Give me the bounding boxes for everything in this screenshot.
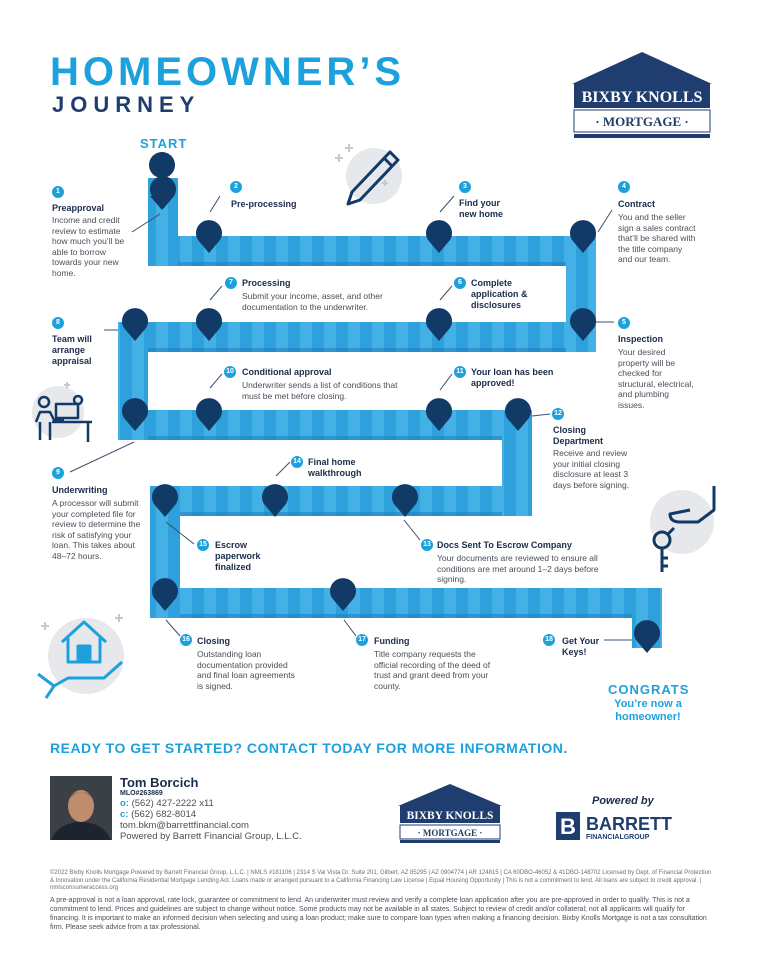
disclaimer-text: A pre-approval is not a loan approval, rate lock, guarantee or commitment to lend. An underwriter must review and verify a complete loan application after you are pre-approved in order to qualify. This is not a commitment to lend. Prices and guidelines are subject to change without notice. Some products may not be available in all states. Subject to review of credit and/or collateral; not all applicants will qualify for financing. It is important to make an informed decision when selecting and using a loan product; make sure to compare loan types when making a financing decision. Bixby Knolls Mortgage is not a tax consultation firm. Please seek advice from a tax professional. xyxy=(50,897,707,931)
person-laptop-icon xyxy=(30,378,100,453)
step-number: 5 xyxy=(618,317,630,329)
step-number: 7 xyxy=(225,277,237,289)
logo-subtext: · MORTGAGE · xyxy=(595,114,689,129)
step-desc: Your desired property will be checked for structural, electrical, and plumbing issues. xyxy=(618,347,694,410)
congrats-text: You’re now a homeowner! xyxy=(614,698,682,723)
step-title: Closing xyxy=(197,636,230,646)
svg-text:· MORTGAGE ·: · MORTGAGE · xyxy=(417,828,483,838)
pen-icon xyxy=(330,140,410,215)
congrats-heading: CONGRATS xyxy=(608,682,690,697)
step-number: 12 xyxy=(552,408,564,420)
step-desc: Income and credit review to estimate how much you’ll be able to borrow towards your new home. xyxy=(52,215,125,278)
step-title: Preapproval xyxy=(52,203,105,213)
step-title: Underwriting xyxy=(52,485,108,495)
step-number: 8 xyxy=(52,317,64,329)
step-number: 15 xyxy=(197,539,209,551)
step-desc: A processor will submit your completed file for review to determine the risk of satisfying your loan. This takes about 48–72 hours. xyxy=(52,498,141,561)
office-label: o: xyxy=(120,798,129,809)
step-title: Conditional approval xyxy=(242,367,332,377)
step-title: Contract xyxy=(618,199,656,209)
contact-powered: Powered by Barrett Financial Group, L.L.C. xyxy=(120,831,302,842)
step-number: 17 xyxy=(356,634,368,646)
step-title: Find your new home xyxy=(459,198,504,219)
svg-text:BIXBY KNOLLS: BIXBY KNOLLS xyxy=(406,810,494,822)
step-number: 4 xyxy=(618,181,630,193)
step-desc: Outstanding loan documentation provided and final loan agreements is signed. xyxy=(197,649,295,691)
step-title: Funding xyxy=(374,636,410,646)
step-title: Get Your Keys! xyxy=(562,636,600,657)
step-number: 18 xyxy=(543,634,555,646)
step-title: Docs Sent To Escrow Company xyxy=(437,540,572,550)
contact-name: Tom Borcich xyxy=(120,775,199,790)
step-desc: Your documents are reviewed to ensure all conditions are met around 1–2 days before signing. xyxy=(437,553,599,584)
svg-text:BARRETT: BARRETT xyxy=(586,814,672,834)
step-desc: Title company requests the official recording of the deed of trust and grant deed from your county. xyxy=(374,649,491,691)
cell-phone[interactable]: (562) 682-8014 xyxy=(131,809,197,820)
step-number: 10 xyxy=(224,366,236,378)
house-hand-icon xyxy=(34,604,134,709)
step-number: 3 xyxy=(459,181,471,193)
step-title: Pre-processing xyxy=(231,199,297,209)
page-title: HOMEOWNER’S xyxy=(50,50,406,94)
step-desc: Submit your income, asset, and other documentation to the underwriter. xyxy=(242,291,383,312)
start-label: START xyxy=(140,136,188,151)
cta-heading: READY TO GET STARTED? CONTACT TODAY FOR MORE INFORMATION. xyxy=(50,740,568,756)
step-desc: You and the seller sign a sales contract that’ll be shared with the title company and our team. xyxy=(618,212,696,264)
step-title: Complete application & disclosures xyxy=(471,278,528,310)
contact-mlo: MLO#263869 xyxy=(120,790,163,797)
step-number: 16 xyxy=(180,634,192,646)
powered-by-label: Powered by xyxy=(592,795,654,807)
svg-text:FINANCIALGROUP: FINANCIALGROUP xyxy=(586,834,650,841)
avatar xyxy=(50,776,112,840)
legal-text: ©2022 Bixby Knolls Mortgage Powered by Barrett Financial Group, L.L.C. | NMLS #181106 | 2314 S Val Vista Dr. Suite 201, Gilbert, AZ 85295 | AZ 0904774 | AR 124815 | CA 60DBO-46052 & 41DBO-148702 Licensed by Dept. of Financial Protection & Innovation under the California Residential Mortgage Lending Act. Loans made or arranged pursuant to a California Financing Law License | Equal Housing Opportunity | This is not a commitment to lend. All loans are subject to credit approval. | nmlsconsumeraccess.org xyxy=(50,870,712,891)
office-phone[interactable]: (562) 427-2222 x11 xyxy=(131,798,214,809)
step-number: 6 xyxy=(454,277,466,289)
logo-text: BIXBY KNOLLS xyxy=(581,89,703,106)
svg-text:B: B xyxy=(560,814,576,839)
step-number: 11 xyxy=(454,366,466,378)
step-title: Closing Department xyxy=(553,425,604,446)
step-desc: Receive and review your initial closing disclosure at least 3 days before signing. xyxy=(553,448,630,490)
step-title: Processing xyxy=(242,278,291,288)
step-number: 14 xyxy=(291,456,303,468)
step-number: 2 xyxy=(230,181,242,193)
step-desc: Underwriter sends a list of conditions that must be met before closing. xyxy=(242,380,398,401)
step-number: 13 xyxy=(421,539,433,551)
step-title: Team will arrange appraisal xyxy=(52,334,92,366)
barrett-logo xyxy=(556,808,696,844)
step-title: Your loan has been approved! xyxy=(471,367,554,388)
step-title: Inspection xyxy=(618,334,664,344)
contact-email[interactable]: tom.bkm@barrettfinancial.com xyxy=(120,820,249,831)
cell-label: c: xyxy=(120,809,129,820)
keys-icon xyxy=(640,482,720,583)
step-title: Escrow paperwork finalized xyxy=(215,540,261,572)
step-number: 1 xyxy=(52,186,64,198)
step-title: Final home walkthrough xyxy=(308,457,362,478)
page-subtitle: JOURNEY xyxy=(52,92,201,117)
bixby-knolls-logo-bottom xyxy=(398,784,502,844)
step-number: 9 xyxy=(52,467,64,479)
